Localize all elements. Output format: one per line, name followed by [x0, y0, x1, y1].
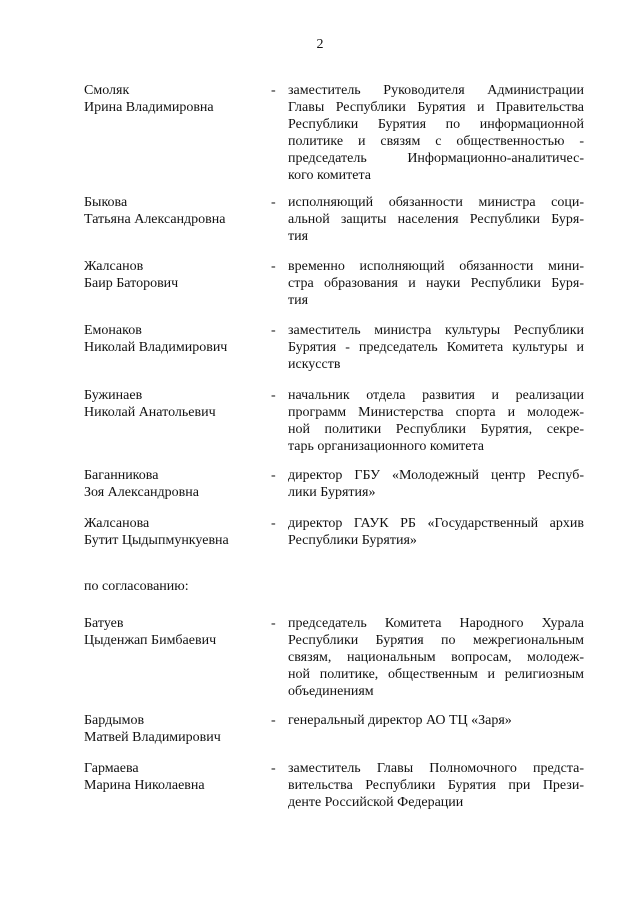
- member-given-names: Зоя Александровна: [84, 485, 199, 500]
- separator-dash: -: [271, 713, 276, 728]
- member-name: [84, 760, 264, 794]
- member-surname: Смоляк: [84, 83, 130, 98]
- member-surname: Бужинаев: [84, 388, 143, 403]
- role-line: Республики Бурятия по информационной: [288, 117, 584, 132]
- role-line: директор ГАУК РБ «Государственный архив: [288, 516, 584, 531]
- member-name: [84, 322, 264, 356]
- member-given-names: Татьяна Александровна: [84, 212, 226, 227]
- member-surname: Жалсанова: [84, 516, 150, 531]
- role-line: заместитель Руководителя Администрации: [288, 83, 584, 98]
- member-given-names: Николай Анатольевич: [84, 405, 216, 420]
- member-surname: Бардымов: [84, 713, 145, 728]
- role-line: председатель Информационно-аналитичес-: [288, 151, 584, 166]
- member-name: [84, 712, 264, 746]
- role-line: начальник отдела развития и реализации: [288, 388, 584, 403]
- member-name: [84, 615, 264, 649]
- member-given-names: Ирина Владимировна: [84, 100, 214, 115]
- role-line: объединениям: [288, 684, 374, 699]
- member-given-names: Бутит Цыдыпмункуевна: [84, 533, 229, 548]
- member-role: [288, 467, 584, 501]
- role-line: временно исполняющий обязанности мини-: [288, 259, 584, 274]
- member-role: [288, 615, 584, 700]
- page-number: 2: [316, 37, 324, 52]
- role-line: денте Российской Федерации: [288, 795, 464, 810]
- role-line: альной защиты населения Республики Буря-: [288, 212, 584, 227]
- member-name: [84, 515, 264, 549]
- member-role: [288, 322, 584, 373]
- role-line: лики Бурятия»: [288, 485, 376, 500]
- role-line: генеральный директор АО ТЦ «Заря»: [288, 713, 512, 728]
- member-surname: Быкова: [84, 195, 128, 210]
- member-role: [288, 760, 584, 811]
- member-surname: Баганникова: [84, 468, 159, 483]
- role-line: Главы Республики Бурятия и Правительства: [288, 100, 584, 115]
- member-surname: Батуев: [84, 616, 124, 631]
- member-name: [84, 387, 264, 421]
- member-role: [288, 194, 584, 245]
- member-role: [288, 515, 584, 549]
- role-line: искусств: [288, 357, 341, 372]
- role-line: Республики Бурятия»: [288, 533, 417, 548]
- role-line: программ Министерства спорта и молодеж-: [288, 405, 584, 420]
- separator-dash: -: [271, 516, 276, 531]
- member-given-names: Баир Баторович: [84, 276, 179, 291]
- separator-dash: -: [271, 616, 276, 631]
- role-line: тия: [288, 293, 309, 308]
- member-given-names: Николай Владимирович: [84, 340, 228, 355]
- separator-dash: -: [271, 468, 276, 483]
- member-given-names: Цыденжап Бимбаевич: [84, 633, 217, 648]
- section-label: по согласованию:: [84, 579, 189, 594]
- role-line: вительства Республики Бурятия при Прези-: [288, 778, 584, 793]
- role-line: связям, национальным вопросам, молодеж-: [288, 650, 584, 665]
- role-line: кого комитета: [288, 168, 371, 183]
- role-line: стра образования и науки Республики Буря-: [288, 276, 584, 291]
- role-line: тарь организационного комитета: [288, 439, 484, 454]
- member-surname: Жалсанов: [84, 259, 144, 274]
- role-line: заместитель Главы Полномочного предста-: [288, 761, 584, 776]
- member-name: [84, 82, 264, 116]
- member-role: [288, 82, 584, 184]
- separator-dash: -: [271, 388, 276, 403]
- member-name: [84, 194, 264, 228]
- role-line: политике и связям с общественностью -: [288, 134, 584, 149]
- role-line: тия: [288, 229, 309, 244]
- separator-dash: -: [271, 83, 276, 98]
- separator-dash: -: [271, 259, 276, 274]
- member-name: [84, 258, 264, 292]
- member-role: [288, 258, 584, 309]
- role-line: ной политики Республики Бурятия, секре-: [288, 422, 584, 437]
- member-given-names: Марина Николаевна: [84, 778, 205, 793]
- member-surname: Емонаков: [84, 323, 142, 338]
- role-line: исполняющий обязанности министра соци-: [288, 195, 584, 210]
- member-surname: Гармаева: [84, 761, 139, 776]
- role-line: ной политике, общественным и религиозным: [288, 667, 584, 682]
- member-given-names: Матвей Владимирович: [84, 730, 221, 745]
- separator-dash: -: [271, 323, 276, 338]
- separator-dash: -: [271, 195, 276, 210]
- role-line: председатель Комитета Народного Хурала: [288, 616, 584, 631]
- role-line: заместитель министра культуры Республики: [288, 323, 584, 338]
- role-line: Республики Бурятия по межрегиональным: [288, 633, 584, 648]
- member-name: [84, 467, 264, 501]
- role-line: директор ГБУ «Молодежный центр Респуб-: [288, 468, 584, 483]
- member-role: [288, 387, 584, 455]
- member-role: [288, 712, 584, 729]
- role-line: Бурятия - председатель Комитета культуры и: [288, 340, 584, 355]
- separator-dash: -: [271, 761, 276, 776]
